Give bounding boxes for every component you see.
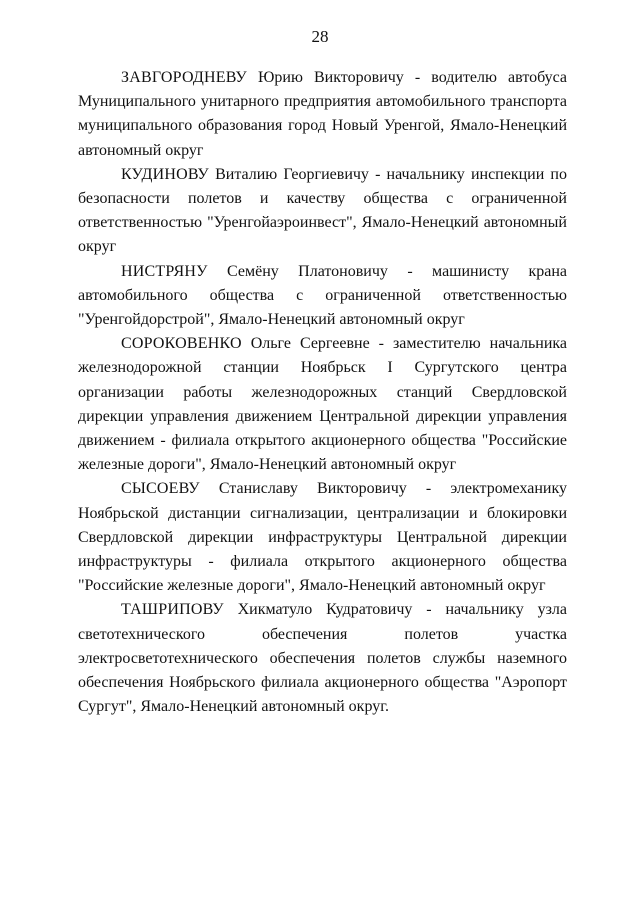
entry-surname: СЫСОЕВУ [121,480,200,498]
entry-surname: НИСТРЯНУ [121,262,208,280]
award-entry [78,477,567,598]
entry-description: - начальнику инспекции по безопасности полетов и качеству общества с ограниченной ответственностью "Уренгойаэроинвест", Ямало-Ненецкий автономный округ [78,165,567,256]
page-number: 28 [311,27,329,46]
entry-description: - заместителю начальника железнодорожной станции Ноябрьск I Сургутского центра организации работы железнодорожных станций Свердловской дирекции управления движением Центральной дирекции управления движением - филиала открытого акционерного общества "Российские железные дороги", Ямало-Ненецкий автономный округ [78,335,568,474]
entry-given-name: Семёну Платоновичу [227,262,388,280]
award-entry [78,66,567,163]
entry-given-name: Ольге Сергеевне [250,335,370,353]
award-entry [78,332,567,477]
entry-given-name: Виталию Георгиевичу [215,165,369,183]
award-entry [78,163,567,260]
entry-given-name: Юрию Викторовичу [257,69,404,86]
entry-surname: ЗАВГОРОДНЕВУ [121,69,247,86]
entry-surname: СОРОКОВЕНКО [121,335,242,353]
award-list [78,66,567,719]
entry-description: - начальнику узла светотехнического обеспечения полетов участка электросветотехнического обеспечения полетов службы наземного обеспечения Ноябрьского филиала акционерного общества "Аэропорт Сургут", Ямало-Ненецкий автономный округ. [78,601,568,716]
entry-description: - водителю автобуса Муниципального унитарного предприятия автомобильного транспорта муниципального образования город Новый Уренгой, Ямало-Ненецкий автономный округ [78,69,568,159]
entry-description: - электромеханику Ноябрьской дистанции сигнализации, централизации и блокировки Свердловской дирекции инфраструктуры Центральной дирекции инфраструктуры - филиала открытого акционерного общества "Российские железные дороги", Ямало-Ненецкий автономный округ [78,480,567,595]
entry-given-name: Хикматуло Кудратовичу [237,601,413,619]
entry-surname: КУДИНОВУ [121,165,209,183]
award-entry [78,598,567,719]
award-entry [78,260,567,333]
entry-given-name: Станиславу Викторовичу [218,480,407,498]
entry-description: - машинисту крана автомобильного общества с ограниченной ответственностью "Уренгойдорстрой", Ямало-Ненецкий автономный округ [78,262,568,329]
entry-surname: ТАШРИПОВУ [121,601,224,619]
